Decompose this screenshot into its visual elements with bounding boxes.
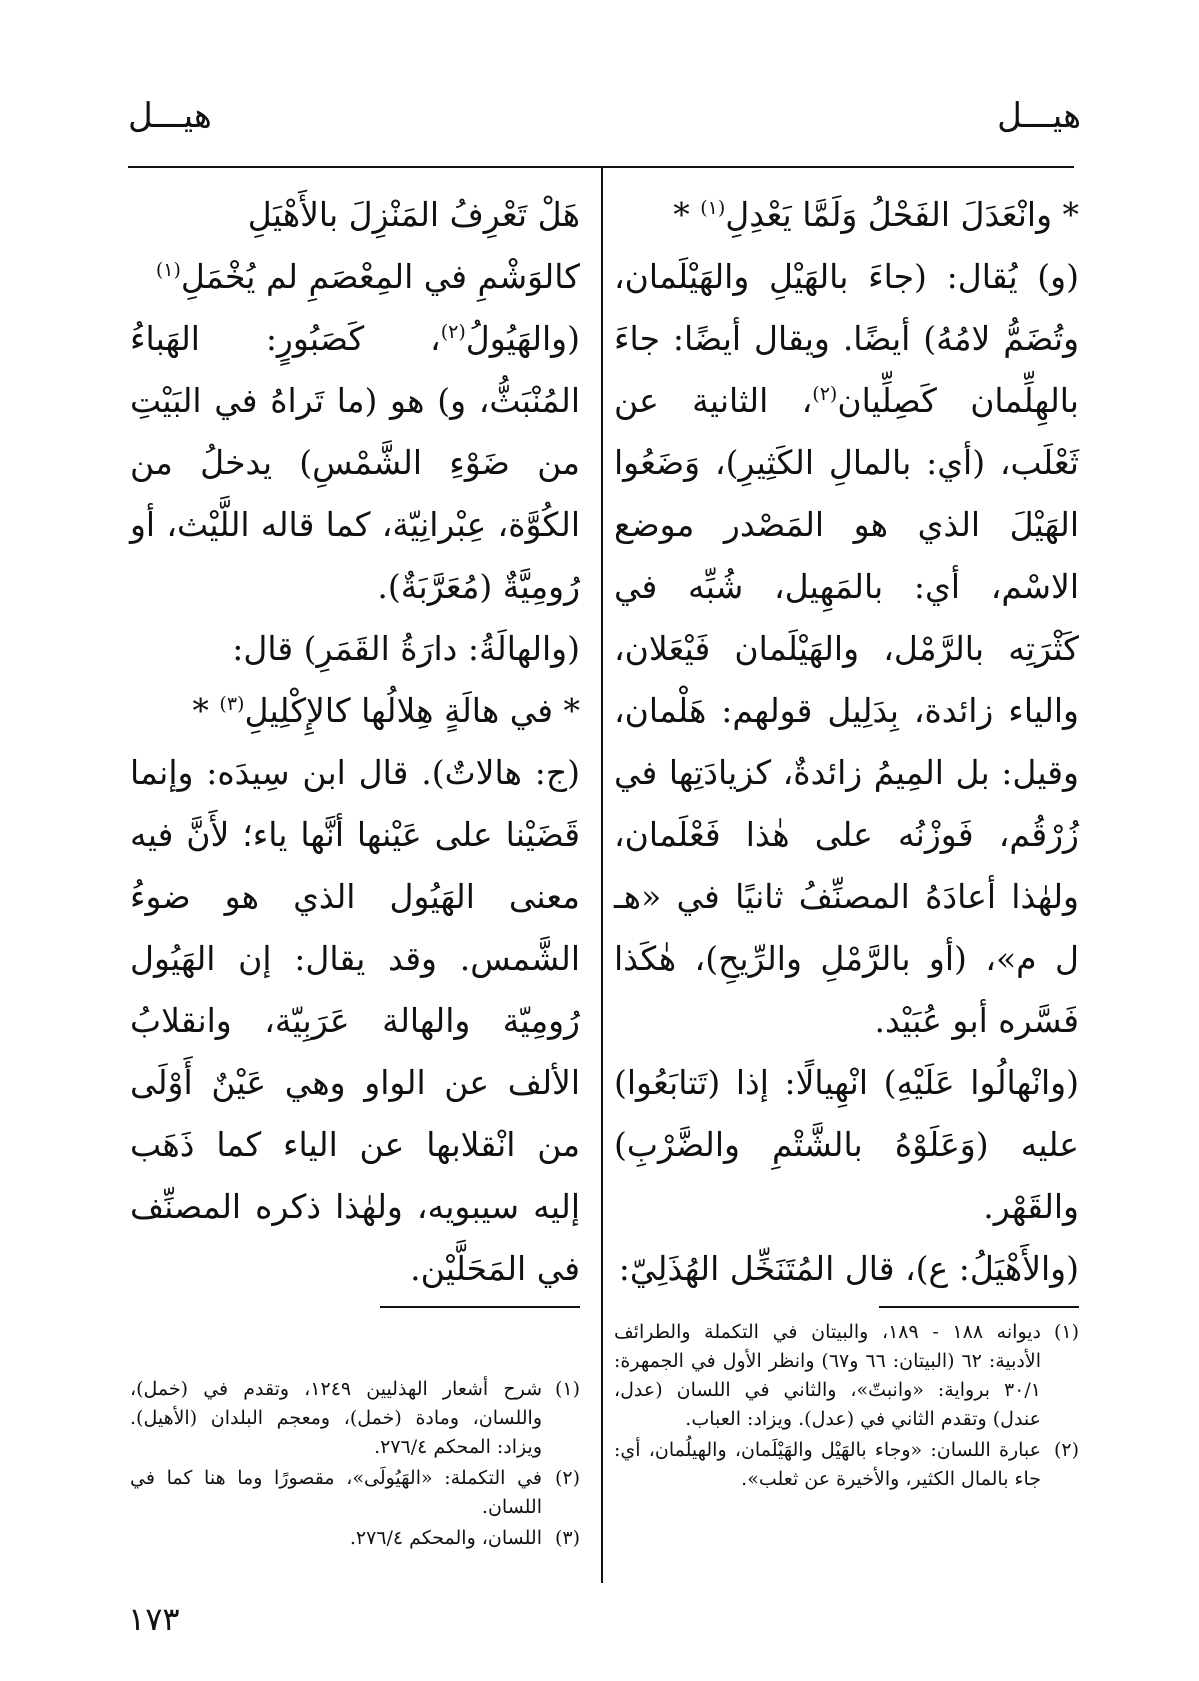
footnote-ref: (٢) <box>812 383 838 405</box>
verse-end-mark: * <box>673 195 690 234</box>
footnote-number: (٢) <box>1053 1439 1079 1461</box>
footnote-rule-right <box>879 1306 1079 1308</box>
verse-text: * وانْعَدَلَ الفَحْلُ وَلَمَّا يَعْدِلِ <box>725 195 1079 234</box>
paragraph-text: ، كَصَبُورٍ: الهَباءُ المُنْبَثُّ، و) هو (ما تَراهُ في البَيْتِ من ضَوْءِ الشَّمْسِ) يدخلُ من الكُوَّة، عِبْرانِيّة، كما قاله اللَّيْث، أو رُومِيَّةٌ (مُعَرَّبَةٌ). <box>130 319 580 606</box>
footnote-ref: (٣) <box>219 693 245 715</box>
verse-line: هَلْ تَعْرِفُ المَنْزِلَ بالأَهْيَلِ <box>247 195 580 234</box>
footnote-text: ديوانه ١٨٨ - ١٨٩، والبيتان في التكملة والطرائف الأدبية: ٦٢ (البيتان: ٦٦ و٦٧) وانظر الأول في الجمهرة: ٣٠/١ برواية: «وانبتّ»، والثاني في اللسان (عدل، عندل) وتقدم الثاني في (عدل). ويزاد: العباب. <box>614 1321 1042 1430</box>
footnote-ref: (٢) <box>440 321 466 343</box>
footnote <box>130 1375 580 1462</box>
page-number: ١٧٣ <box>128 1600 180 1638</box>
footnote-number: (١) <box>554 1378 580 1400</box>
paragraph-text: (و) يُقال: (جاءَ بالهَيْلِ والهَيْلَمان، وتُضَمُّ لامُهُ) أيضًا. ويقال أيضًا: جاءَ بالهِلِّمان كَصِلِّيان <box>614 257 1079 420</box>
right-column <box>614 184 1079 1300</box>
footnote-ref: (١) <box>700 197 726 219</box>
running-header-right: هيـــل <box>997 96 1081 136</box>
footnote-rule-left <box>380 1306 580 1308</box>
footnote-number: (١) <box>1053 1321 1079 1343</box>
footnote <box>130 1524 580 1553</box>
footnote-ref: (١) <box>155 259 181 281</box>
entry-paragraph: (والهالَةُ: دارَةُ القَمَرِ) قال: <box>232 629 580 668</box>
entry-paragraph: (وانْهالُوا عَلَيْهِ) انْهِيالًا: إذا (تَتابَعُوا) عليه (وَعَلَوْهُ بالشَّتْمِ والضَّرْبِ) والقَهْر. <box>614 1063 1079 1226</box>
footnote-number: (٢) <box>554 1467 580 1489</box>
footnotes-left <box>130 1375 580 1555</box>
paragraph-text: (والهَيُولُ <box>465 319 580 358</box>
footnote-text: في التكملة: «الهَيُولَى»، مقصورًا وما هنا كما في اللسان. <box>130 1467 542 1518</box>
column-divider <box>601 168 603 1583</box>
entry-paragraph <box>130 308 580 618</box>
verse-end-mark: * <box>192 691 209 730</box>
verse-line <box>130 246 580 308</box>
footnotes-right <box>614 1318 1079 1496</box>
running-header-left: هيـــل <box>128 96 212 136</box>
footnote-text: عبارة اللسان: «وجاء بالهَيْل والهَيْلَمان، والهيلُمان، أي: جاء بالمال الكثير، والأخيرة عن ثعلب». <box>614 1439 1041 1490</box>
entry-paragraph <box>614 246 1079 1052</box>
entry-paragraph: (والأَهْيَلُ: ع)، قال المُتَنَخِّل الهُذَلِيّ: <box>618 1249 1079 1288</box>
left-column <box>130 184 580 1300</box>
verse-line <box>614 184 1079 246</box>
footnote-number: (٣) <box>554 1527 580 1549</box>
paragraph-text: ، الثانية عن ثَعْلَب، (أي: بالمالِ الكَثِيرِ)، وَضَعُوا الهَيْلَ الذي هو المَصْدر موضع الاسْم، أي: بالمَهِيل، شُبِّه في كَثْرَتِه بالرَّمْل، والهَيْلَمان فَيْعَلان، والياء زائدة، بِدَلِيل قولهم: هَلْمان، وقيل: بل المِيمُ زائدةٌ، كزيادَتِها في زُرْقُم، فَوزْنُه على هٰذا فَعْلَمان، ولهٰذا أعادَهُ المصنِّفُ ثانيًا في «هـ ل م»، (أو بالرَّمْلِ والرِّيحِ)، هٰكَذا فَسَّره أبو عُبَيْد. <box>614 381 1079 1040</box>
entry-paragraph: (ج: هالاتٌ). قال ابن سِيدَه: وإنما قَضَيْنا على عَيْنها أنَّها ياء؛ لأَنَّ فيه معنى الهَيُول الذي هو ضوءُ الشَّمس. وقد يقال: إن الهَيُول رُومِيّة والهالة عَرَبِيّة، وانقلابُ الألف عن الواو وهي عَيْنٌ أَوْلَى من انْقلابها عن الياء كما ذَهَب إليه سيبويه، ولهٰذا ذكره المصنِّف في المَحَلَّيْن. <box>130 753 580 1288</box>
verse-line <box>130 680 580 742</box>
footnote-text: شرح أشعار الهذليين ١٢٤٩، وتقدم في (خمل)، واللسان، ومادة (خمل)، ومعجم البلدان (الأهيل). ويزاد: المحكم ٢٧٦/٤. <box>130 1378 542 1458</box>
verse-text: * في هالَةٍ هِلالُها كالإِكْلِيلِ <box>244 691 580 730</box>
footnote-text: اللسان، والمحكم ٢٧٦/٤. <box>349 1527 542 1549</box>
footnote <box>614 1318 1079 1434</box>
footnote <box>614 1436 1079 1494</box>
verse-text: كالوَشْمِ في المِعْصَمِ لم يُخْمَلِ <box>180 257 580 296</box>
footnote <box>130 1464 580 1522</box>
